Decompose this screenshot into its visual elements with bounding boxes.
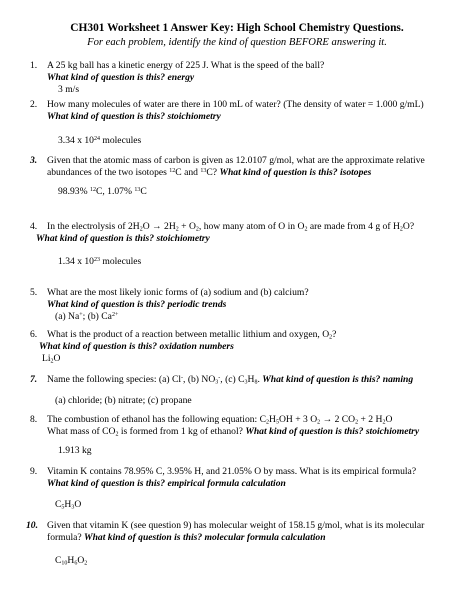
kind-prefix: What kind of question is this? [262,374,381,385]
kind-value: stoichiometry [167,110,221,122]
question-text: What are the most likely ionic forms of (a) sodium and (b) calcium? [47,287,309,298]
question-text-2 [47,426,450,438]
answer-9 [55,499,81,511]
kind-prefix: What kind of question is this? [39,340,158,352]
question-9 [30,466,450,490]
text-part: abundances of the two isotopes [47,166,170,178]
answer-part: O [74,499,82,510]
answer-7: (a) chloride; (b) nitrate; (c) propane [55,395,192,406]
subscript: 2 [195,226,199,233]
charge: - [218,375,221,381]
question-text [47,329,450,341]
text-part: 2H [161,221,176,232]
text-part: H [269,414,276,425]
answer-1: 3 m/s [58,84,80,95]
kind-prefix: What kind of question is this? [245,425,364,437]
subscript: 10 [61,560,68,567]
subscript: 2 [139,226,143,233]
kind-value: periodic trends [167,298,227,310]
question-number: 1. [30,60,38,71]
kind-value: molecular formula calculation [204,531,326,543]
text-part: In the electrolysis of 2H [47,221,140,232]
subscript: 3 [215,379,219,386]
text-part: + O [178,221,196,232]
kind-value: stoichiometry [365,425,420,437]
text-part: O [142,221,153,232]
text-part: + 2 H [358,414,383,425]
question-number: 2. [30,99,38,110]
subscript: 2 [317,419,321,426]
question-text: Given that the atomic mass of carbon is given as 12.0107 g/mol, what are the approximate relative [47,155,425,166]
question-8 [30,414,450,438]
isotope-mass: 13 [134,187,141,193]
question-text-2: abundances of the two isotopes $^{12}$C and $^{13}$C? What kind of question is this? isotopes [47,166,372,178]
question-number: 8. [30,414,38,425]
answer-6 [42,353,60,365]
kind-prefix: What kind of question is this? [47,110,166,122]
charge: 2+ [111,312,119,318]
subscript: 5 [275,419,279,426]
text-part: is formed from 1 kg of ethanol? [118,425,243,437]
answer-2 [58,135,141,147]
question-kind [245,426,419,437]
kind-prefix: What kind of question is this? [36,232,155,244]
answer-part: Li [42,353,51,364]
text-part: → 2 CO [320,414,356,425]
subscript: 3 [71,504,75,511]
question-kind [47,478,450,490]
answer-part: C [55,555,62,566]
question-kind [47,111,450,123]
isotope-mass: 12 [169,167,176,174]
charge: - [181,375,184,381]
page-title: CH301 Worksheet 1 Answer Key: High School Chemistry Questions. [70,22,404,34]
question-number: 10. [26,520,38,531]
question-2 [30,99,450,123]
answer-4 [58,256,141,268]
subscript: 3 [244,379,248,386]
text-part: ? [332,329,337,340]
question-text: A 25 kg ball has a kinetic energy of 225 J. What is the speed of the ball? [47,60,325,71]
question-text [47,374,450,386]
isotope-mass: 13 [200,167,207,174]
answer-exponent: 23 [93,257,100,263]
question-7 [30,374,450,386]
page-subtitle: For each problem, identify the kind of question BEFORE answering it. [87,37,387,48]
subscript: 8 [254,379,258,386]
question-number: 5. [30,287,38,298]
answer-part: C, 1.07% [95,186,135,197]
question-4 [30,221,450,245]
question-10 [26,520,446,544]
kind-value: stoichiometry [156,232,210,244]
text-part: What mass of CO [47,425,116,437]
question-text: Given that vitamin K (see question 9) has molecular weight of 158.15 g/mol, what is its molecular [47,520,425,531]
answer-base: 1.34 x 10 [58,256,94,267]
kind-value: empirical formula calculation [167,477,286,489]
subscript: 2 [84,560,88,567]
question-kind [219,167,371,178]
question-text [47,221,450,233]
text-part: The combustion of ethanol has the following equation: C [47,414,267,425]
question-kind [47,299,450,311]
subscript: 2 [304,226,308,233]
answer-part: (a) Na [55,311,80,322]
question-kind [39,341,450,353]
question-number: 7. [30,374,38,385]
text-part: and [181,166,201,178]
text-part: , (c) C [220,374,245,385]
answer-part: O [77,555,85,566]
answer-part: 98.93% [58,186,90,197]
answer-part: ; (b) Ca [82,311,112,322]
text-part: , (b) NO [183,374,216,385]
question-number: 6. [30,329,38,340]
reaction-arrow: → [152,221,162,232]
answer-3 [58,186,147,198]
charge: + [79,312,83,318]
question-kind [36,233,450,245]
subscript: 5 [61,504,65,511]
kind-prefix: What kind of question is this? [47,477,166,489]
question-3 [30,155,450,179]
answer-unit: molecules [99,256,142,267]
element: C [206,166,213,178]
kind-prefix: What kind of question is this? [84,531,203,543]
text-part: , how many atom of O in O [198,221,305,232]
text-part: O [385,414,393,425]
kind-value: oxidation numbers [159,340,234,352]
question-5 [30,287,450,311]
question-number: 4. [30,221,38,232]
text-part: OH + 3 O [278,414,318,425]
question-kind [47,72,450,84]
answer-base: 3.34 x 10 [58,135,94,146]
question-text: Vitamin K contains 78.95% C, 3.95% H, and 21.05% O by mass. What is its empirical formula? [47,466,417,477]
text-part: . [257,374,260,385]
kind-value: isotopes [339,166,372,178]
answer-part: H [67,555,75,566]
answer-part: C [140,186,147,197]
answer-10 [55,555,87,567]
text-part: O? [402,221,415,232]
question-text-2 [47,532,446,544]
question-kind [262,374,413,385]
subscript: 2 [115,431,119,438]
kind-prefix: What kind of question is this? [47,71,166,83]
answer-part: C [55,499,62,510]
text-part: H [247,374,255,385]
kind-value: energy [167,71,195,83]
isotope-mass: 12 [89,187,96,193]
answer-part: H [64,499,72,510]
subscript: 2 [175,226,179,233]
answer-8: 1.913 kg [58,445,92,456]
kind-prefix: What kind of question is this? [219,166,338,178]
subscript: 2 [355,419,359,426]
question-number: 9. [30,466,38,477]
question-6 [30,329,450,353]
answer-exponent: 24 [93,136,100,142]
element: C [175,166,182,178]
text-part: formula? [47,531,82,543]
question-text: How many molecules of water are there in 100 mL of water? (The density of water = 1.000 g/mL) [47,99,424,110]
subscript: 6 [74,560,78,567]
kind-value: naming [382,374,414,385]
answer-part: O [53,353,61,364]
question-1 [30,60,450,84]
subscript: 2 [266,419,270,426]
text-part: are made from 4 g of H [307,221,400,232]
subscript: 2 [382,419,386,426]
subscript: 2 [399,226,403,233]
question-text [47,414,450,426]
answer-unit: molecules [99,135,142,146]
text-part: What is the product of a reaction between metallic lithium and oxygen, O [47,329,330,340]
text-part: Name the following species: (a) Cl [47,374,182,385]
kind-prefix: What kind of question is this? [47,298,166,310]
subscript: 2 [50,358,54,365]
question-number: 3. [30,155,38,166]
subscript: 2 [329,334,333,341]
answer-5 [55,311,118,323]
question-kind [84,532,326,543]
